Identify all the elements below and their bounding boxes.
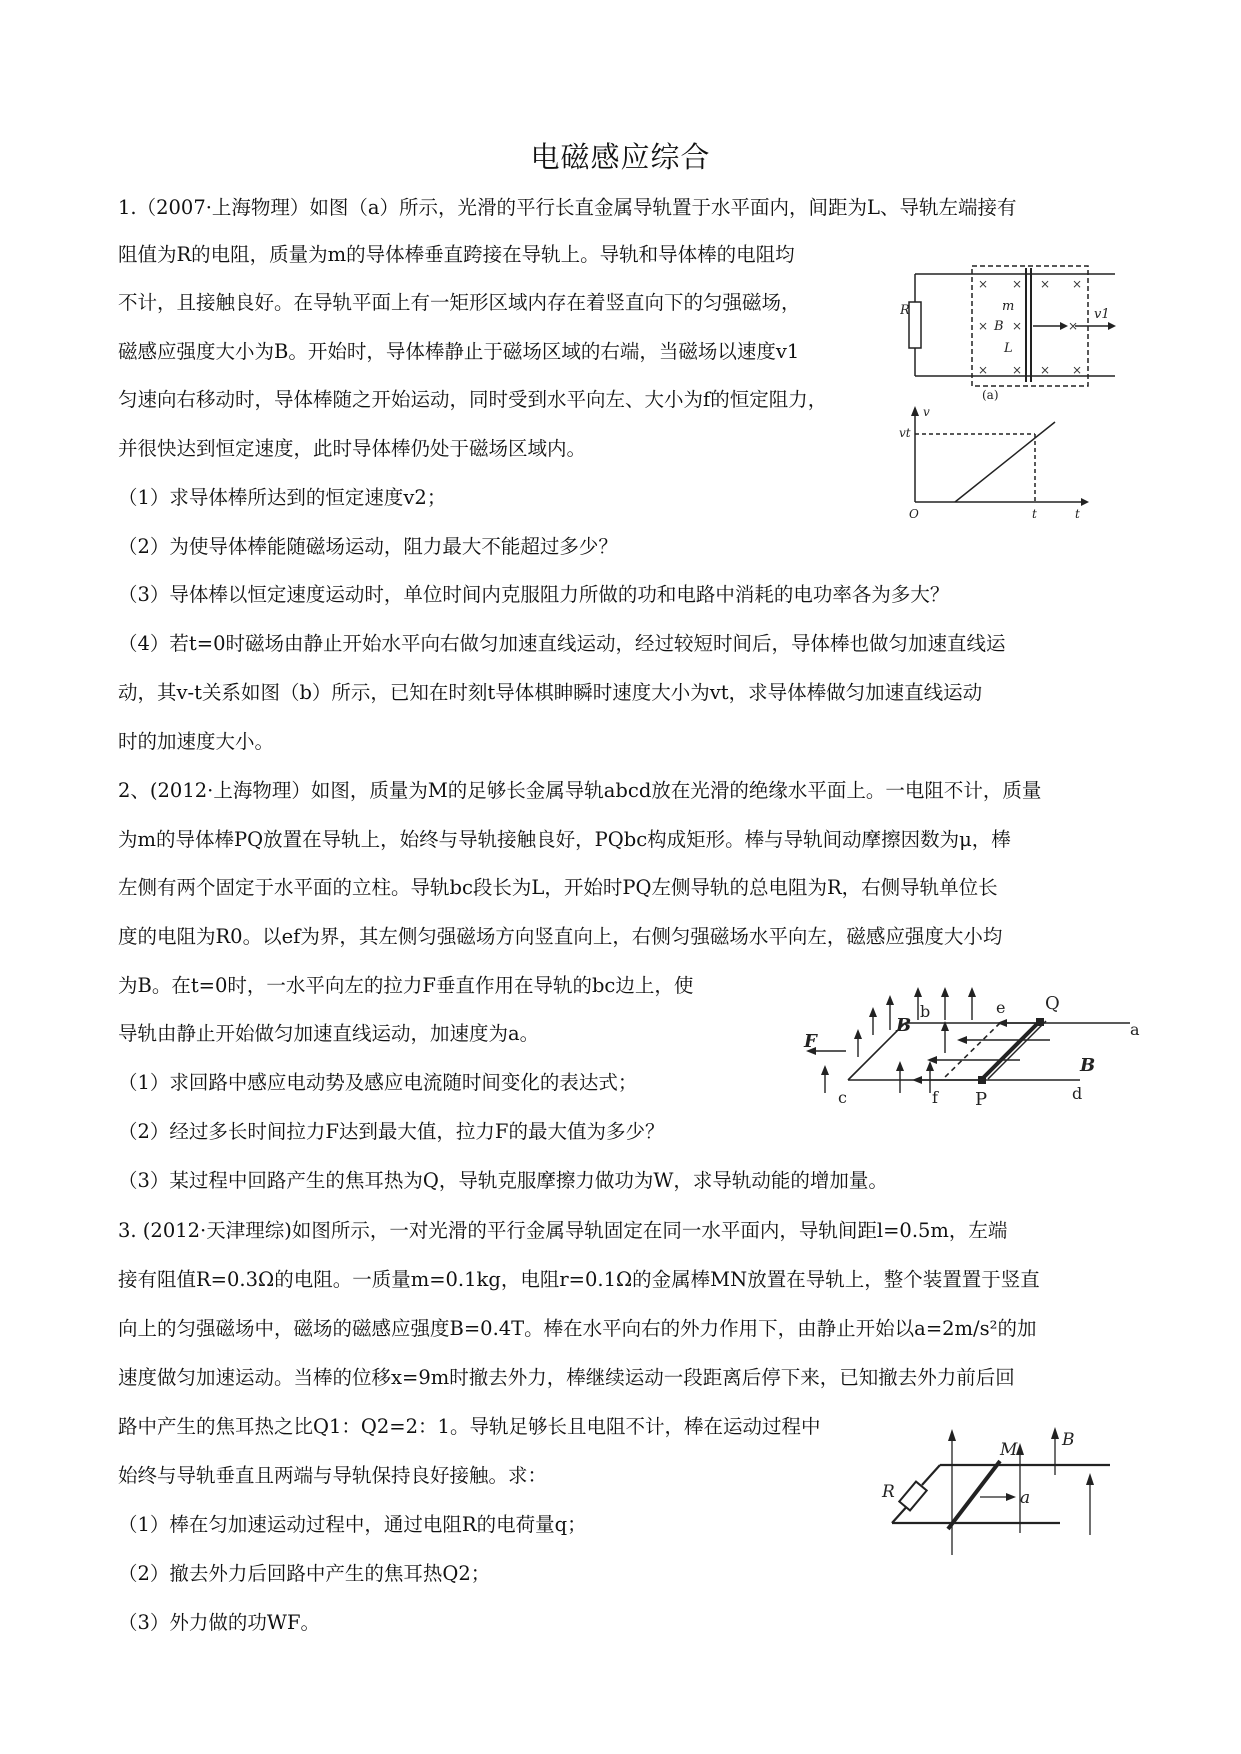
svg-text:R: R	[900, 303, 910, 318]
svg-text:×: ×	[978, 363, 989, 377]
text-line: （1）求回路中感应电动势及感应电流随时间变化的表达式；	[118, 1071, 638, 1094]
svg-text:R: R	[882, 1482, 895, 1502]
svg-text:O: O	[909, 507, 919, 521]
text-line: 左侧有两个固定于水平面的立柱。导轨bc段长为L，开始时PQ左侧导轨的总电阻为R，右侧导轨单位长	[118, 876, 998, 899]
svg-text:L: L	[1004, 341, 1013, 356]
svg-text:×: ×	[1040, 363, 1051, 377]
svg-text:(a): (a)	[982, 388, 999, 402]
svg-text:a: a	[1020, 1488, 1031, 1508]
text-line: 导轨由静止开始做匀加速直线运动，加速度为a。	[118, 1022, 540, 1045]
text-line: （3）外力做的功WF。	[118, 1611, 320, 1634]
svg-text:×: ×	[1012, 319, 1023, 333]
svg-text:×: ×	[978, 277, 989, 291]
svg-text:a: a	[1130, 1020, 1140, 1039]
svg-text:×: ×	[1012, 363, 1023, 377]
text-line: 2、(2012·上海物理）如图，质量为M的足够长金属导轨abcd放在光滑的绝缘水平面上。一电阻不计，质量	[118, 779, 1042, 802]
svg-text:F: F	[804, 1031, 817, 1052]
svg-text:e: e	[996, 998, 1006, 1017]
text-line: 速度做匀加速运动。当棒的位移x=9m时撤去外力，棒继续运动一段距离后停下来，已知撤去外力前后回	[118, 1366, 1015, 1389]
svg-text:×: ×	[978, 319, 989, 333]
text-line: 动，其v-t关系如图（b）所示，已知在时刻t导体棋眒瞬时速度大小为vt，求导体棒做匀加速直线运动	[118, 681, 983, 704]
text-line: 始终与导轨垂直且两端与导轨保持良好接触。求：	[118, 1464, 548, 1487]
svg-text:B: B	[994, 319, 1004, 334]
figure-a-circuit	[900, 262, 1120, 402]
svg-text:×: ×	[1072, 277, 1083, 291]
svg-text:×: ×	[1072, 363, 1083, 377]
figure-3-rails	[880, 1425, 1120, 1565]
text-line: 阻值为R的电阻，质量为m的导体棒垂直跨接在导轨上。导轨和导体棒的电阻均	[118, 243, 795, 266]
svg-text:m: m	[1002, 299, 1015, 314]
text-line: 向上的匀强磁场中，磁场的磁感应强度B=0.4T。棒在水平向右的外力作用下，由静止开始以a=2m/s²的加	[118, 1317, 1037, 1340]
text-line: （1）求导体棒所达到的恒定速度v2；	[118, 486, 447, 509]
svg-text:×: ×	[1012, 277, 1023, 291]
svg-text:B: B	[1080, 1055, 1096, 1076]
svg-text:v: v	[923, 405, 930, 419]
page-title: 电磁感应综合	[530, 140, 711, 174]
text-line: 不计，且接触良好。在导轨平面上有一矩形区域内存在着竖直向下的匀强磁场，	[118, 291, 801, 314]
text-line: 为B。在t=0时，一水平向左的拉力F垂直作用在导轨的bc边上，使	[118, 974, 694, 997]
text-line: （1）棒在匀加速运动过程中，通过电阻R的电荷量q；	[118, 1513, 587, 1536]
svg-text:v1: v1	[1094, 307, 1110, 322]
text-line: 匀速向右移动时，导体棒随之开始运动，同时受到水平向左、大小为f的恒定阻力，	[118, 388, 828, 411]
text-line: 接有阻值R=0.3Ω的电阻。一质量m=0.1kg，电阻r=0.1Ω的金属棒MN放置在导轨上，整个装置置于竖直	[118, 1268, 1040, 1291]
svg-text:B: B	[1062, 1430, 1075, 1450]
text-line: （2）经过多长时间拉力F达到最大值，拉力F的最大值为多少？	[118, 1120, 665, 1143]
text-line: 为m的导体棒PQ放置在导轨上，始终与导轨接触良好，PQbc构成矩形。棒与导轨间动摩擦因数为μ，棒	[118, 828, 1011, 851]
text-line: 磁感应强度大小为B。开始时，导体棒静止于磁场区域的右端，当磁场以速度v1	[118, 340, 800, 363]
text-line: 3. (2012·天津理综)如图所示，一对光滑的平行金属导轨固定在同一水平面内，导轨间距l=0.5m，左端	[118, 1219, 1008, 1242]
text-line: 度的电阻为R0。以ef为界，其左侧匀强磁场方向竖直向上，右侧匀强磁场水平向左，磁感应强度大小均	[118, 925, 1003, 948]
text-line: （3）某过程中回路产生的焦耳热为Q，导轨克服摩擦力做功为W，求导轨动能的增加量。	[118, 1169, 888, 1192]
text-line: 路中产生的焦耳热之比Q1：Q2=2：1。导轨足够长且电阻不计，棒在运动过程中	[118, 1415, 821, 1438]
svg-text:×: ×	[1068, 319, 1079, 333]
svg-text:P: P	[975, 1089, 988, 1110]
text-line: （3）导体棒以恒定速度运动时，单位时间内克服阻力所做的功和电路中消耗的电功率各为多大？	[118, 583, 950, 606]
text-line: 时的加速度大小。	[118, 730, 275, 753]
svg-text:d: d	[1072, 1084, 1083, 1103]
svg-text:×: ×	[1040, 277, 1051, 291]
svg-text:c: c	[838, 1088, 847, 1107]
svg-text:vt: vt	[899, 426, 911, 440]
figure-2-rails	[800, 985, 1140, 1125]
svg-text:t: t	[1075, 507, 1080, 521]
svg-text:Q: Q	[1045, 993, 1060, 1014]
svg-text:t: t	[1032, 507, 1037, 521]
text-line: 1.（2007·上海物理）如图（a）所示，光滑的平行长直金属导轨置于水平面内，间距为L、导轨左端接有	[118, 196, 1017, 219]
figure-b-vt-graph	[895, 402, 1095, 522]
svg-text:b: b	[920, 1002, 931, 1021]
text-line: （4）若t=0时磁场由静止开始水平向右做匀加速直线运动，经过较短时间后，导体棒也做匀加速直线运	[118, 632, 1006, 655]
text-line: 并很快达到恒定速度，此时导体棒仍处于磁场区域内。	[118, 437, 587, 460]
svg-text:B: B	[896, 1015, 912, 1036]
text-line: （2）为使导体棒能随磁场运动，阻力最大不能超过多少？	[118, 535, 618, 558]
svg-text:f: f	[932, 1088, 938, 1107]
text-line: （2）撤去外力后回路中产生的焦耳热Q2；	[118, 1562, 491, 1585]
svg-text:M: M	[1000, 1440, 1018, 1460]
